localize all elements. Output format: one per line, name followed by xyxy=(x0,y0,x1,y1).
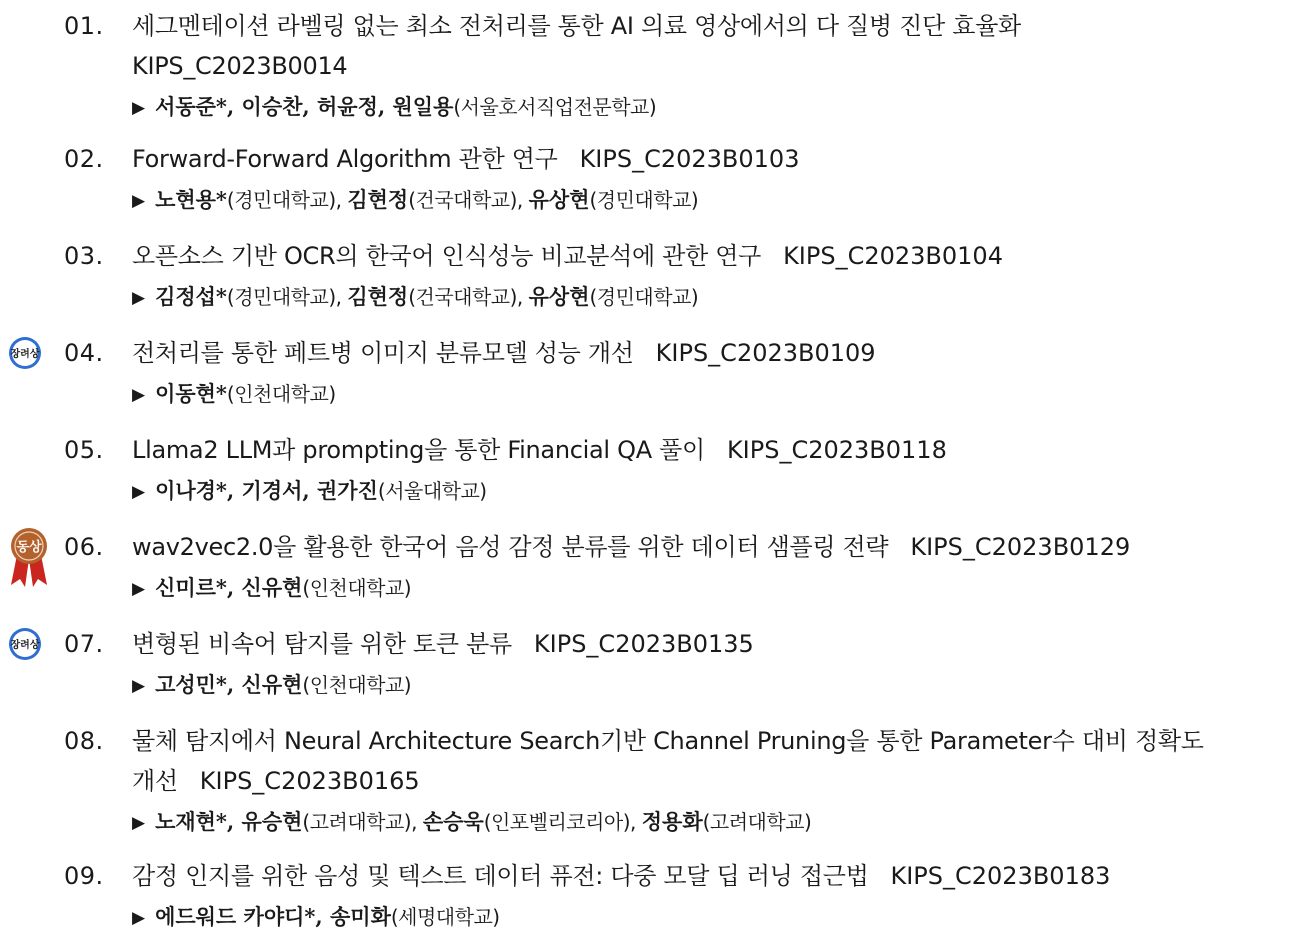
paper-title-line xyxy=(132,860,1110,892)
bullet-triangle-icon: ▶ xyxy=(132,288,146,308)
author-affiliation: (경민대학교), xyxy=(226,285,348,309)
author-affiliation: (고려대학교) xyxy=(702,810,812,834)
encouragement-award-badge-icon xyxy=(8,336,42,370)
paper-title-line xyxy=(132,765,420,797)
badge-label: 장려상 xyxy=(10,349,40,360)
entry-number: 09. xyxy=(64,862,104,890)
paper-code: KIPS_C2023B0183 xyxy=(890,862,1111,890)
paper-title-line xyxy=(132,725,1204,757)
author-names: 김현정 xyxy=(347,284,409,309)
bullet-triangle-icon: ▶ xyxy=(132,813,146,833)
paper-title-line xyxy=(132,531,1130,563)
author-line xyxy=(132,806,811,840)
bullet-triangle-icon: ▶ xyxy=(132,191,146,211)
paper-title-text: 오픈소스 기반 OCR의 한국어 인식성능 비교분석에 관한 연구 xyxy=(132,242,762,270)
entry-number: 06. xyxy=(64,533,104,561)
author-affiliation: (세명대학교) xyxy=(390,905,500,929)
paper-title-text: 개선 xyxy=(132,767,178,795)
badge-label: 장려상 xyxy=(10,640,40,651)
author-names: 이동현* xyxy=(155,381,227,406)
author-line xyxy=(132,184,698,218)
author-affiliation: (고려대학교), xyxy=(302,810,423,834)
author-affiliation: (서울대학교) xyxy=(377,479,487,503)
author-affiliation: (인천대학교) xyxy=(302,673,412,697)
bullet-triangle-icon: ▶ xyxy=(132,579,146,599)
author-names: 정용화 xyxy=(641,809,703,834)
paper-title-text: Llama2 LLM과 prompting을 통한 Financial QA 풀이 xyxy=(132,436,705,464)
author-affiliation: (건국대학교), xyxy=(408,285,529,309)
paper-title-text: Forward-Forward Algorithm 관한 연구 xyxy=(132,145,558,173)
author-line xyxy=(132,378,336,412)
bullet-triangle-icon: ▶ xyxy=(132,385,146,405)
paper-title-text: 물체 탐지에서 Neural Architecture Search기반 Channel Pruning을 통한 Parameter수 대비 정확도 xyxy=(132,727,1204,755)
author-line xyxy=(132,475,487,509)
author-names: 김현정 xyxy=(347,187,409,212)
bullet-triangle-icon: ▶ xyxy=(132,676,146,696)
paper-code: KIPS_C2023B0103 xyxy=(579,145,800,173)
author-affiliation: (인천대학교) xyxy=(302,576,412,600)
entry-number: 03. xyxy=(64,242,104,270)
author-affiliation: (인천대학교) xyxy=(226,382,336,406)
paper-title-text: 전처리를 통한 페트병 이미지 분류모델 성능 개선 xyxy=(132,339,634,367)
paper-code: KIPS_C2023B0135 xyxy=(533,630,754,658)
author-line xyxy=(132,669,411,703)
author-names: 노재현*, 유승현 xyxy=(155,809,303,834)
bronze-award-badge-icon xyxy=(9,527,49,589)
author-affiliation: (건국대학교), xyxy=(408,188,529,212)
paper-title-line xyxy=(132,628,754,660)
author-affiliation: (인포벨리코리아), xyxy=(483,810,642,834)
paper-title-line xyxy=(132,10,1021,42)
entry-number: 07. xyxy=(64,630,104,658)
paper-code: KIPS_C2023B0129 xyxy=(910,533,1131,561)
bullet-triangle-icon: ▶ xyxy=(132,482,146,502)
author-affiliation: (경민대학교) xyxy=(589,188,699,212)
paper-code: KIPS_C2023B0165 xyxy=(199,767,420,795)
bullet-triangle-icon: ▶ xyxy=(132,98,146,118)
author-line xyxy=(132,572,411,606)
author-line xyxy=(132,91,656,125)
author-affiliation: (경민대학교), xyxy=(226,188,348,212)
entry-number: 08. xyxy=(64,727,104,755)
paper-title-line xyxy=(132,337,876,369)
paper-title-line xyxy=(132,434,947,466)
author-names: 이나경*, 기경서, 권가진 xyxy=(155,478,378,503)
paper-title-text: wav2vec2.0을 활용한 한국어 음성 감정 분류를 위한 데이터 샘플링 전략 xyxy=(132,533,889,561)
entry-number: 05. xyxy=(64,436,104,464)
author-names: 고성민*, 신유현 xyxy=(155,672,303,697)
paper-code: KIPS_C2023B0109 xyxy=(655,339,876,367)
paper-title-text: 세그멘테이션 라벨링 없는 최소 전처리를 통한 AI 의료 영상에서의 다 질병 진단 효율화 xyxy=(132,12,1021,40)
author-names: 유상현 xyxy=(528,187,590,212)
encouragement-award-badge-icon xyxy=(8,627,42,661)
author-names: 손승욱 xyxy=(422,809,484,834)
author-affiliation: (경민대학교) xyxy=(589,285,699,309)
paper-title-text: 변형된 비속어 탐지를 위한 토큰 분류 xyxy=(132,630,512,658)
paper-title-text: KIPS_C2023B0014 xyxy=(132,52,348,80)
paper-title-line xyxy=(132,240,1003,272)
author-names: 신미르*, 신유현 xyxy=(155,575,303,600)
paper-title-line xyxy=(132,143,799,175)
author-names: 김정섭* xyxy=(155,284,227,309)
paper-code: KIPS_C2023B0104 xyxy=(783,242,1003,270)
author-line xyxy=(132,901,500,935)
paper-title-line xyxy=(132,50,347,82)
badge-label: 동상 xyxy=(16,540,42,555)
bullet-triangle-icon: ▶ xyxy=(132,908,146,928)
author-affiliation: (서울호서직업전문학교) xyxy=(453,95,657,119)
author-names: 노현용* xyxy=(155,187,227,212)
author-names: 서동준*, 이승찬, 허윤정, 원일용 xyxy=(155,94,454,119)
entry-number: 02. xyxy=(64,145,104,173)
paper-title-text: 감정 인지를 위한 음성 및 텍스트 데이터 퓨전: 다중 모달 딥 러닝 접근법 xyxy=(132,862,869,890)
entry-number: 01. xyxy=(64,12,104,40)
author-line xyxy=(132,281,698,315)
author-names: 유상현 xyxy=(528,284,590,309)
paper-code: KIPS_C2023B0118 xyxy=(726,436,947,464)
author-names: 에드워드 카야디*, 송미화 xyxy=(155,904,391,929)
entry-number: 04. xyxy=(64,339,104,367)
